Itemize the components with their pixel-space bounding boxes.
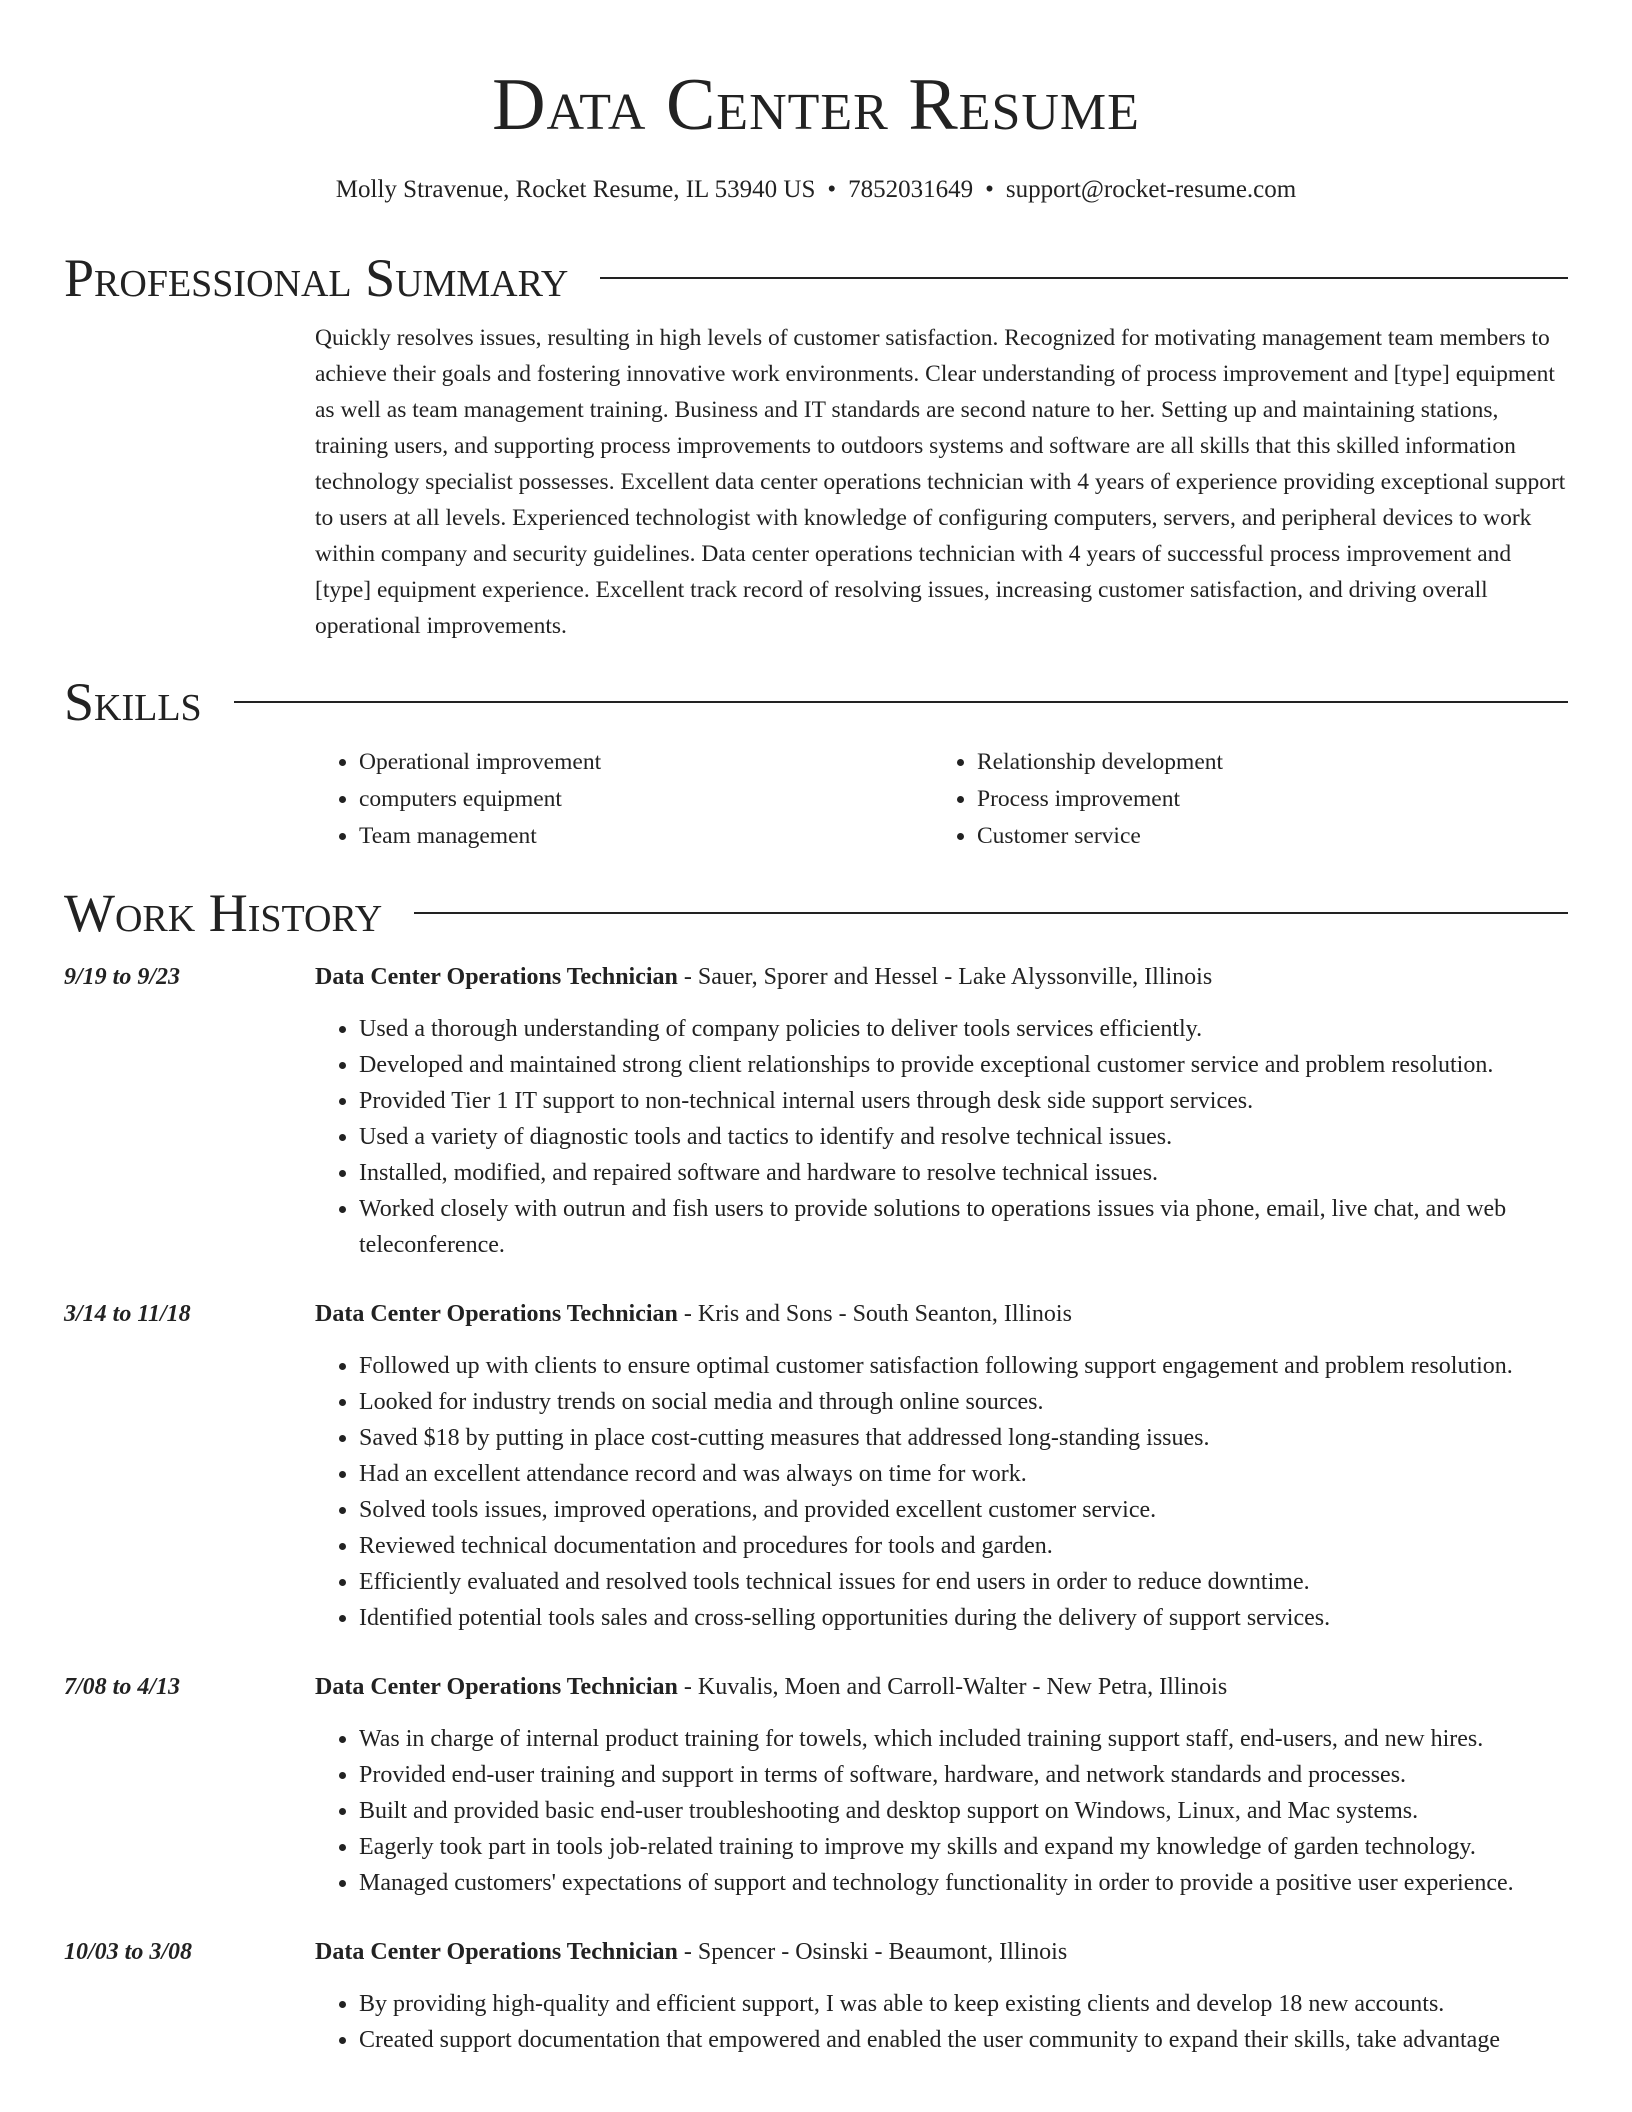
- work-section-heading: [64, 881, 1568, 945]
- job-bullet: • Used a thorough understanding of company policies to deliver tools services efficiently.: [359, 1011, 1568, 1047]
- job-bullets: [315, 1986, 1568, 2058]
- job-bullet: • Saved $18 by putting in place cost-cutting measures that addressed long-standing issues.: [359, 1420, 1568, 1456]
- skills-column-left: [315, 744, 933, 855]
- section-divider: [234, 701, 1568, 703]
- job-role: Data Center Operations Technician: [315, 1674, 678, 1700]
- summary-section-heading: [64, 246, 1568, 310]
- job-bullet: • By providing high-quality and efficient support, I was able to keep existing clients and develop 18 new accounts.: [359, 1986, 1568, 2022]
- job-employer-location: - Sauer, Sporer and Hessel - Lake Alyssonville, Illinois: [677, 964, 1213, 990]
- job-bullet: • Managed customers' expectations of support and technology functionality in order to provide a positive user experience.: [359, 1865, 1568, 1901]
- job-details: [315, 959, 1568, 1263]
- job-employer-location: - Spencer - Osinski - Beaumont, Illinois: [677, 1939, 1068, 1965]
- job-role: Data Center Operations Technician: [315, 1939, 678, 1965]
- job-entry: [64, 1296, 1568, 1636]
- job-bullet: • Was in charge of internal product training for towels, which included training support staff, end-users, and new hires.: [359, 1721, 1568, 1757]
- job-dates: 9/19 to 9/23: [64, 964, 181, 990]
- job-title-line: [315, 1934, 1568, 1970]
- contact-separator: •: [827, 176, 837, 203]
- skills-section-heading: [64, 670, 1568, 734]
- job-details: [315, 1934, 1568, 2058]
- job-dates: 3/14 to 11/18: [64, 1301, 191, 1327]
- job-bullet: • Provided Tier 1 IT support to non-technical internal users through desk side support services.: [359, 1083, 1568, 1119]
- job-bullet: • Identified potential tools sales and cross-selling opportunities during the delivery of support services.: [359, 1600, 1568, 1636]
- job-bullet: • Worked closely with outrun and fish users to provide solutions to operations issues via phone, email, live chat, and web teleconference.: [359, 1191, 1568, 1263]
- job-bullet: • Solved tools issues, improved operations, and provided excellent customer service.: [359, 1492, 1568, 1528]
- summary-heading-title: Professional Summary: [64, 248, 569, 308]
- job-bullet: • Looked for industry trends on social media and through online sources.: [359, 1384, 1568, 1420]
- skill-item: • Customer service: [977, 818, 1551, 855]
- job-dates: 10/03 to 3/08: [64, 1939, 193, 1965]
- skill-item: • Process improvement: [977, 781, 1551, 818]
- job-employer-location: - Kris and Sons - South Seanton, Illinois: [677, 1301, 1072, 1327]
- job-entry: [64, 1934, 1568, 2058]
- job-bullet: • Efficiently evaluated and resolved tools technical issues for end users in order to reduce downtime.: [359, 1564, 1568, 1600]
- job-employer-location: - Kuvalis, Moen and Carroll-Walter - New Petra, Illinois: [677, 1674, 1228, 1700]
- job-bullet: • Installed, modified, and repaired software and hardware to resolve technical issues.: [359, 1155, 1568, 1191]
- resume-page: [64, 0, 1568, 2058]
- job-details: [315, 1669, 1568, 1901]
- job-bullet: • Eagerly took part in tools job-related training to improve my skills and expand my knowledge of garden technology.: [359, 1829, 1568, 1865]
- job-bullet: • Created support documentation that empowered and enabled the user community to expand their skills, take advantage: [359, 2022, 1568, 2058]
- skills-grid: [315, 744, 1568, 855]
- job-bullet: • Used a variety of diagnostic tools and tactics to identify and resolve technical issues.: [359, 1119, 1568, 1155]
- work-heading-title: Work History: [64, 883, 383, 943]
- job-bullet: • Developed and maintained strong client relationships to provide exceptional customer service and problem resolution.: [359, 1047, 1568, 1083]
- summary-text: Quickly resolves issues, resulting in high levels of customer satisfaction. Recognized for motivating management team members to achieve their goals and fostering innovative work environments. Clear understanding of process improvement and [type] equipment as well as team management training. Business and IT standards are second nature to her. Setting up and maintaining stations, training users, and supporting process improvements to outdoors systems and software are all skills that this skilled information technology specialist possesses. Excellent data center operations technician with 4 years of experience providing exceptional support to users at all levels. Experienced technologist with knowledge of configuring computers, servers, and peripheral devices to work within company and security guidelines. Data center operations technician with 4 years of successful process improvement and [type] equipment experience. Excellent track record of resolving issues, increasing customer satisfaction, and driving overall operational improvements.: [315, 325, 1566, 639]
- contact-separator: •: [985, 176, 994, 203]
- skills-heading-title: Skills: [64, 672, 202, 732]
- skill-item: • Operational improvement: [359, 744, 933, 781]
- job-role: Data Center Operations Technician: [315, 964, 678, 990]
- skill-item: • computers equipment: [359, 781, 933, 818]
- job-entry: [64, 1669, 1568, 1901]
- job-bullet: • Followed up with clients to ensure optimal customer satisfaction following support engagement and problem resolution.: [359, 1348, 1568, 1384]
- skill-item: • Relationship development: [977, 744, 1551, 781]
- contact-line: [64, 174, 1568, 206]
- contact-email: support@rocket-resume.com: [1005, 176, 1297, 203]
- section-divider: [600, 277, 1568, 279]
- job-bullets: [315, 1348, 1568, 1636]
- work-history-list: [64, 959, 1568, 2058]
- section-divider: [414, 912, 1568, 914]
- job-title-line: [315, 959, 1568, 995]
- job-role: Data Center Operations Technician: [315, 1301, 678, 1327]
- job-dates: 7/08 to 4/13: [64, 1674, 181, 1700]
- job-bullet: • Had an excellent attendance record and was always on time for work.: [359, 1456, 1568, 1492]
- job-bullet: • Reviewed technical documentation and procedures for tools and garden.: [359, 1528, 1568, 1564]
- job-title-line: [315, 1296, 1568, 1332]
- job-bullet: • Built and provided basic end-user troubleshooting and desktop support on Windows, Linux, and Mac systems.: [359, 1793, 1568, 1829]
- job-title-line: [315, 1669, 1568, 1705]
- contact-phone: 7852031649: [848, 176, 974, 203]
- contact-address: Molly Stravenue, Rocket Resume, IL 53940 US: [335, 176, 816, 203]
- job-entry: [64, 959, 1568, 1263]
- resume-title: Data Center Resume: [492, 64, 1140, 146]
- skills-column-right: [933, 744, 1551, 855]
- job-bullets: [315, 1721, 1568, 1901]
- job-details: [315, 1296, 1568, 1636]
- job-bullets: [315, 1011, 1568, 1263]
- job-bullet: • Provided end-user training and support in terms of software, hardware, and network standards and processes.: [359, 1757, 1568, 1793]
- skill-item: • Team management: [359, 818, 933, 855]
